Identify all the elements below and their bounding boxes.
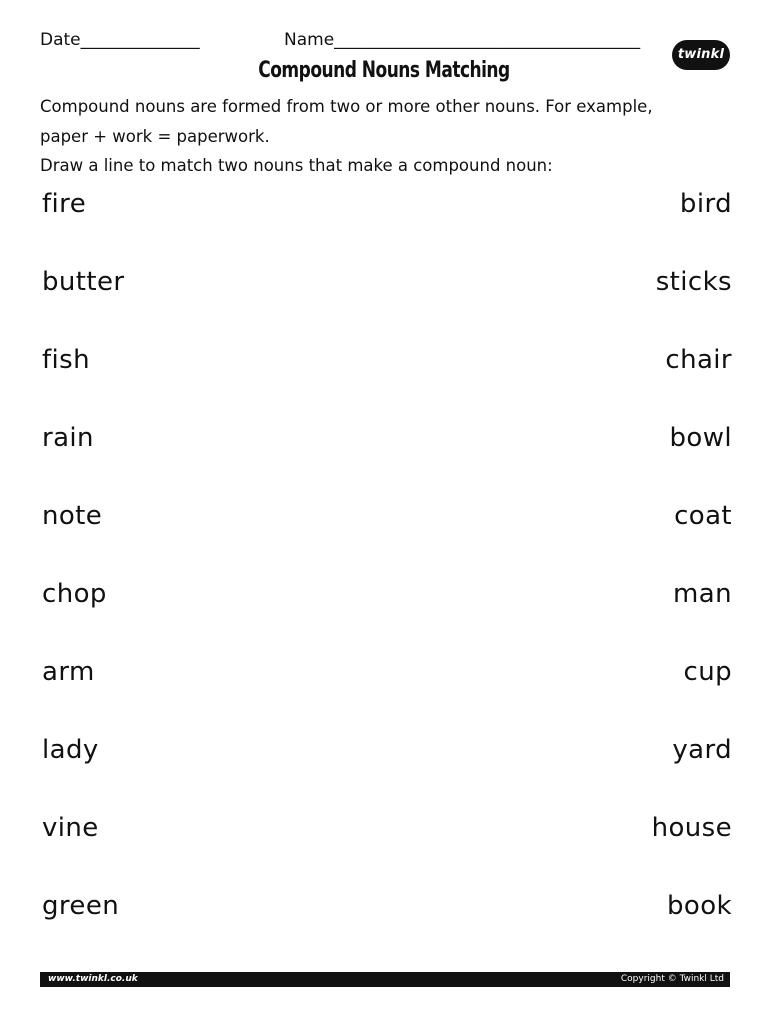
footer-copyright: Copyright © Twinkl Ltd — [620, 974, 724, 984]
right-word: house — [651, 813, 732, 843]
date-field: Date______________ — [40, 30, 200, 50]
instructions — [40, 92, 740, 181]
right-word: book — [667, 891, 732, 921]
footer-url: www.twinkl.co.uk — [48, 974, 138, 984]
left-word: fish — [42, 345, 91, 375]
right-word: bird — [679, 189, 732, 219]
right-word: yard — [672, 735, 732, 765]
word-row — [42, 652, 732, 730]
instructions-line-3: Draw a line to match two nouns that make a compound noun: — [40, 156, 553, 175]
word-row — [42, 262, 732, 340]
word-row — [42, 886, 732, 964]
header-row — [40, 30, 660, 54]
word-row — [42, 340, 732, 418]
left-word: butter — [42, 267, 125, 297]
name-field: Name____________________________________ — [284, 30, 641, 50]
left-word: arm — [42, 657, 95, 687]
page-title: Compound Nouns Matching — [258, 58, 510, 83]
right-word: sticks — [655, 267, 732, 297]
word-row — [42, 808, 732, 886]
footer-bar — [40, 972, 730, 987]
left-word: chop — [42, 579, 107, 609]
instructions-line-2: paper + work = paperwork. — [40, 126, 270, 146]
word-row — [42, 574, 732, 652]
right-word: chair — [665, 345, 732, 375]
left-word: lady — [42, 735, 99, 765]
left-word: vine — [42, 813, 99, 843]
right-word: bowl — [669, 423, 732, 453]
left-word: green — [42, 891, 120, 921]
right-word: cup — [683, 657, 732, 687]
left-word: note — [42, 501, 103, 531]
word-row — [42, 418, 732, 496]
left-word: rain — [42, 423, 94, 453]
word-row — [42, 730, 732, 808]
word-row — [42, 184, 732, 262]
right-word: man — [673, 579, 732, 609]
twinkl-logo: twinkl — [672, 40, 730, 70]
right-word: coat — [674, 501, 732, 531]
word-matching-list — [42, 184, 732, 964]
left-word: fire — [42, 189, 87, 219]
word-row — [42, 496, 732, 574]
instructions-line-1: Compound nouns are formed from two or more other nouns. For example, — [40, 97, 653, 116]
